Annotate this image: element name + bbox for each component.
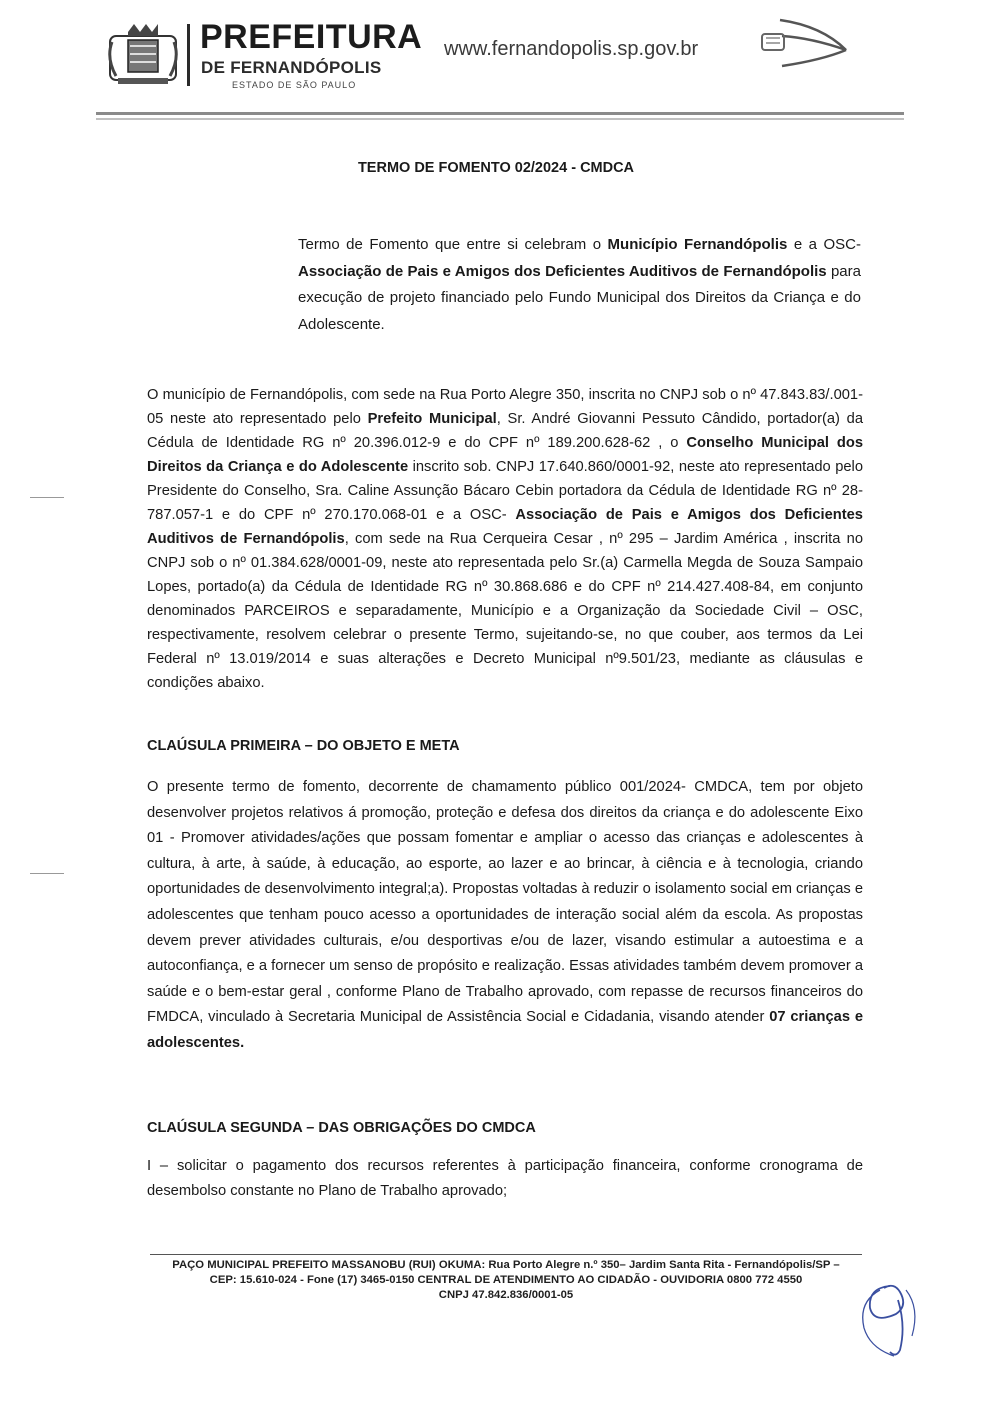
brand-title: PREFEITURA xyxy=(200,18,423,56)
footer-address xyxy=(150,1258,862,1303)
header-divider-shadow xyxy=(96,118,904,120)
municipal-coat-of-arms-icon xyxy=(104,22,182,86)
margin-mark xyxy=(30,497,64,498)
bold-text-run: Associação de Pais e Amigos dos Deficientes Auditivos de Fernandópolis xyxy=(147,507,863,547)
header-divider xyxy=(96,112,904,115)
bold-text-run: Município Fernandópolis xyxy=(607,236,788,253)
footer-line-1: PAÇO MUNICIPAL PREFEITO MASSANOBU (RUI) OKUMA: Rua Porto Alegre n.º 350– Jardim Santa Rita - Fernandópolis/SP – xyxy=(172,1259,840,1271)
footer-divider xyxy=(150,1254,862,1255)
document-title: TERMO DE FOMENTO 02/2024 - CMDCA xyxy=(357,160,635,176)
preamble-paragraph xyxy=(147,383,863,695)
intro-paragraph xyxy=(298,232,861,338)
footer-line-2: CEP: 15.610-024 - Fone (17) 3465-0150 CENTRAL DE ATENDIMENTO AO CIDADÃO - OUVIDORIA 0800 772 4550 xyxy=(209,1274,803,1286)
arrow-emblem-icon xyxy=(752,16,848,70)
text-run: e a OSC- xyxy=(787,236,862,253)
clause-1-heading: CLAÚSULA PRIMEIRA – DO OBJETO E META xyxy=(147,738,460,754)
clause-1-text xyxy=(147,775,863,1057)
text-run: O presente termo de fomento, decorrente de chamamento público 001/2024- CMDCA, tem por objeto desenvolver projetos relativos á promoção, proteção e defesa dos direitos da criança e do adolescente Eixo 01 - Promover atividades/ações que possam fomentar e ampliar o acesso das crianças e adolescentes à cultura, à arte, à saúde, à educação, ao esporte, ao lazer e ao brincar, à ciência e à tecnologia, criando oportunidades de desenvolvimento integral;a). Propostas voltadas à reduzir o isolamento social em crianças e adolescentes que tenham pouco acesso a oportunidades de interação social além da escola. As propostas devem prever atividades culturais, e/ou desportivas e/ou de lazer, visando estimular a autoestima e a autoconfiança, e a fornecer um senso de propósito e realização. Essas atividades também devem promover a saúde e o bem-estar geral , conforme Plano de Trabalho aprovado, com repasse de recursos financeiros do FMDCA, vinculado à Secretaria Municipal de Assistência Social e Cidadania, visando atender xyxy=(147,779,864,1026)
text-run: O município de Fernandópolis, com sede na Rua Porto Alegre 350, inscrita no CNPJ sob o nº 47.843.83/.001-05 neste ato representado pelo xyxy=(147,387,863,427)
text-run: , com sede na Rua Cerqueira Cesar , nº 295 – Jardim América , inscrita no CNPJ sob o nº 01.384.628/0001-09, neste ato representada pelo Sr.(a) Carmella Megda de Souza Sampaio Lopes, portado(a) da Cédula de Identidade RG nº 30.868.686 e do CPF nº 214.427.408-84, em conjunto denominados PARCEIROS e separadamente, Município e a Organização da Sociedade Civil – OSC, respectivamente, resolvem celebrar o presente Termo, sujeitando-se, no que couber, aos termos da Lei Federal nº 13.019/2014 e suas alterações e Decreto Municipal nº9.501/23, mediante as cláusulas e condições abaixo. xyxy=(147,531,863,691)
footer-line-3: CNPJ 47.842.836/0001-05 xyxy=(438,1289,574,1301)
text-run: Termo de Fomento que entre si celebram o xyxy=(298,236,608,253)
clause-2-item-1: I – solicitar o pagamento dos recursos referentes à participação financeira, conforme cronograma de desembolso constante no Plano de Trabalho aprovado; xyxy=(147,1158,863,1199)
text-run: inscrito sob. CNPJ 17.640.860/0001-92, neste ato representado pelo Presidente do Conselho, Sra. Caline Assunção Bácaro Cebin portadora da Cédula de Identidade RG nº 28-787.057-1 e do CPF nº 270.170.068-01 e a OSC- xyxy=(147,459,863,523)
bold-text-run: Prefeito Municipal xyxy=(367,411,497,427)
margin-mark xyxy=(30,873,64,874)
brand-state: ESTADO DE SÃO PAULO xyxy=(232,80,357,90)
text-run: para execução de projeto financiado pelo Fundo Municipal dos Direitos da Criança e do Adolescente. xyxy=(298,262,861,333)
brand-divider xyxy=(187,24,190,86)
bold-text-run: 07 crianças e adolescentes. xyxy=(147,1009,863,1051)
website-url: www.fernandopolis.sp.gov.br xyxy=(444,38,699,60)
bold-text-run: Associação de Pais e Amigos dos Deficientes Auditivos de Fernandópolis xyxy=(298,262,827,280)
brand-subtitle: DE FERNANDÓPOLIS xyxy=(201,58,382,77)
bold-text-run: Conselho Municipal dos Direitos da Criança e do Adolescente xyxy=(147,435,864,475)
clause-2-heading: CLAÚSULA SEGUNDA – DAS OBRIGAÇÕES DO CMDCA xyxy=(147,1120,536,1136)
handwritten-initial-signature-icon xyxy=(850,1278,930,1362)
text-run: , Sr. André Giovanni Pessuto Cândido, portador(a) da Cédula de Identidade RG nº 20.396.012-9 e do CPF nº 189.200.628-62 , o xyxy=(147,411,863,451)
